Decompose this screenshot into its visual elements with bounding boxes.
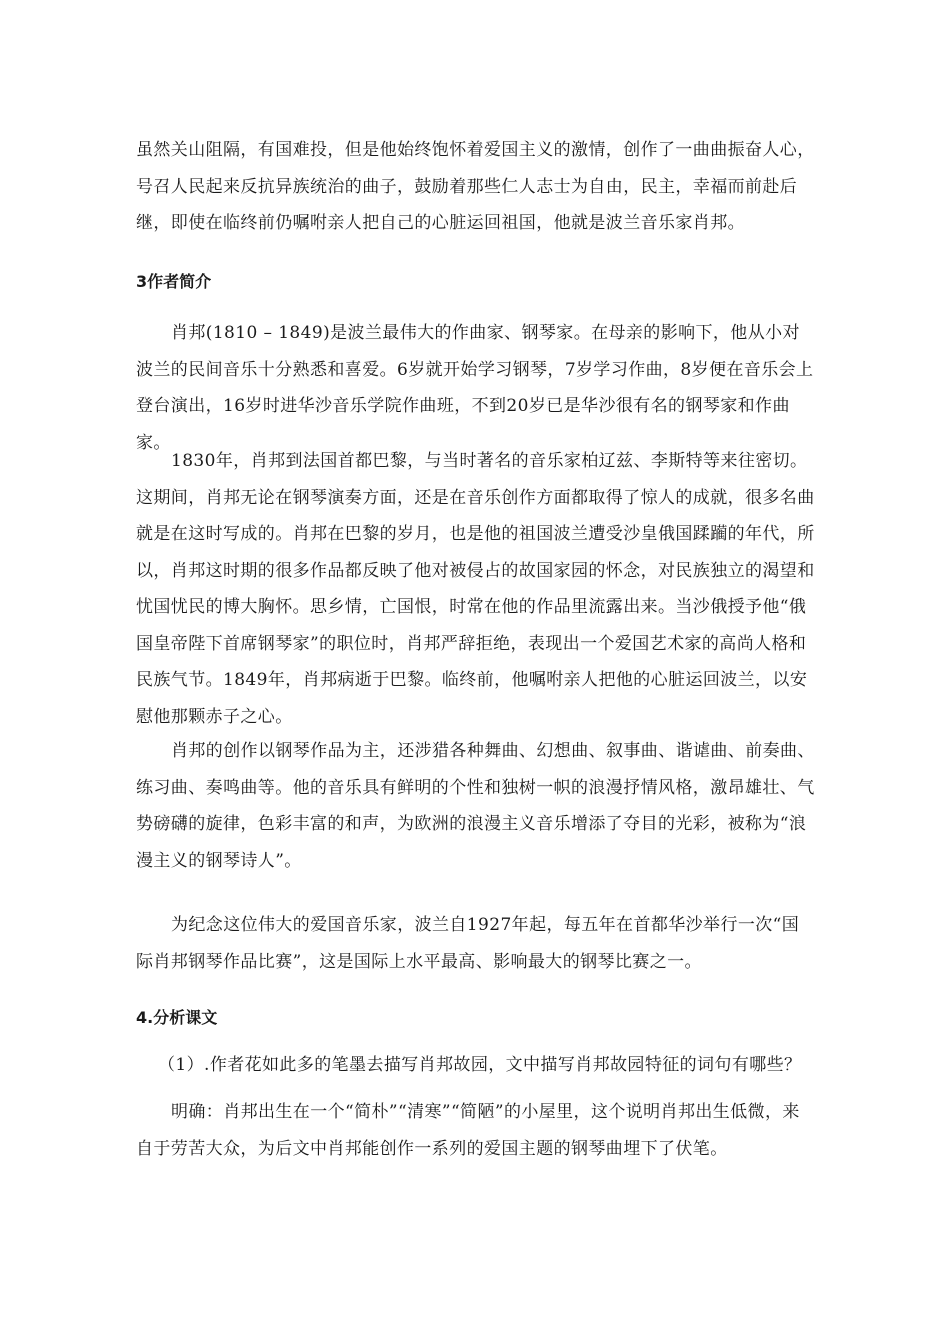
section-heading-author-intro: 3作者简介 [136,272,212,291]
answer-1: 明确：肖邦出生在一个“简朴”“清寒”“简陋”的小屋里，这个说明肖邦出生低微，来自于劳苦大众，为后文中肖邦能创作一系列的爱国主题的钢琴曲埋下了伏笔。 [136,1102,800,1159]
bio-paragraph-3: 肖邦的创作以钢琴作品为主，还涉猎各种舞曲、幻想曲、叙事曲、谐谑曲、前奏曲、练习曲、奏鸣曲等。他的音乐具有鲜明的个性和独树一帜的浪漫抒情风格，激昂雄壮、气势磅礴的旋律，色彩丰富的和声，为欧洲的浪漫主义音乐增添了夺目的光彩，被称为“浪漫主义的钢琴诗人”。 [136,741,815,871]
bio-paragraph-4: 为纪念这位伟大的爱国音乐家，波兰自1927年起，每五年在首都华沙举行一次“国际肖邦钢琴作品比赛”，这是国际上水平最高、影响最大的钢琴比赛之一。 [136,915,800,972]
section-heading-analysis: 4.分析课文 [136,1008,218,1027]
intro-paragraph: 虽然关山阻隔，有国难投，但是他始终饱怀着爱国主义的激情，创作了一曲曲振奋人心，号召人民起来反抗异族统治的曲子，鼓励着那些仁人志士为自由，民主，幸福而前赴后继，即使在临终前仍嘱咐亲人把自己的心脏运回祖国，他就是波兰音乐家肖邦。 [136,140,815,233]
bio-paragraph-1: 肖邦(1810 – 1849)是波兰最伟大的作曲家、钢琴家。在母亲的影响下，他从小对波兰的民间音乐十分熟悉和喜爱。6岁就开始学习钢琴，7岁学习作曲，8岁便在音乐会上登台演出，16岁时进华沙音乐学院作曲班，不到20岁已是华沙很有名的钢琴家和作曲家。 [136,323,814,453]
question-1: （1）.作者花如此多的笔墨去描写肖邦故园，文中描写肖邦故园特征的词句有哪些？ [158,1055,802,1075]
bio-paragraph-2: 1830年，肖邦到法国首都巴黎，与当时著名的音乐家柏辽兹、李斯特等来往密切。这期间，肖邦无论在钢琴演奏方面，还是在音乐创作方面都取得了惊人的成就，很多名曲就是在这时写成的。肖邦在巴黎的岁月，也是他的祖国波兰遭受沙皇俄国蹂躏的年代，所以，肖邦这时期的很多作品都反映了他对被侵占的故国家园的怀念，对民族独立的渴望和忧国忧民的博大胸怀。思乡情，亡国恨，时常在他的作品里流露出来。当沙俄授予他“俄国皇帝陛下首席钢琴家”的职位时，肖邦严辞拒绝，表现出一个爱国艺术家的高尚人格和民族气节。1849年，肖邦病逝于巴黎。临终前，他嘱咐亲人把他的心脏运回波兰，以安慰他那颗赤子之心。 [136,451,815,727]
